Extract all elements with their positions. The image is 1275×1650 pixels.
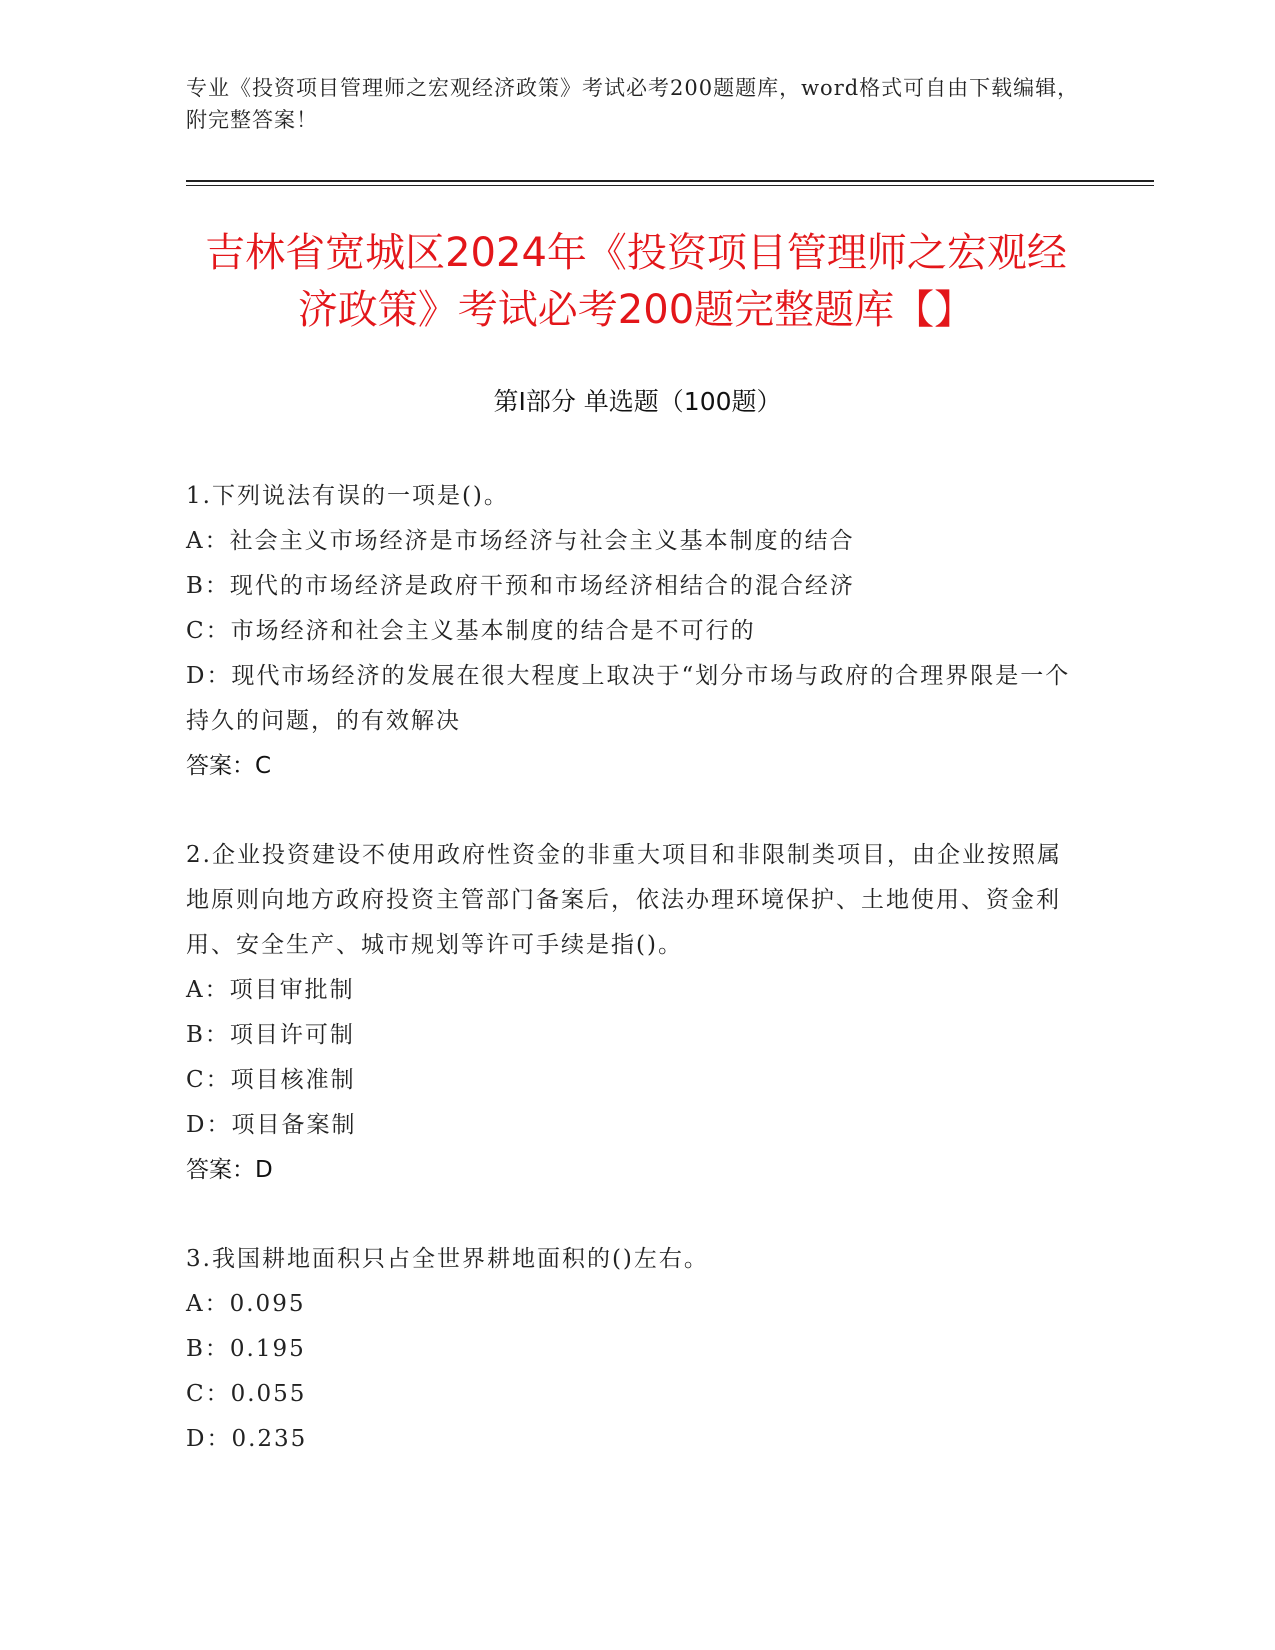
option-d: D：项目备案制 <box>186 1112 357 1138</box>
option-b: B：0.195 <box>186 1336 306 1362</box>
option-d: D：现代市场经济的发展在很大程度上取决于“划分市场与政府的合理界限是一个持久的问题，的有效解决 <box>186 663 1071 734</box>
question-stem: 3.我国耕地面积只占全世界耕地面积的()左右。 <box>186 1246 709 1272</box>
answer: 答案：D <box>186 1157 273 1183</box>
header-divider-thick <box>186 180 1154 182</box>
question-3 <box>186 1237 1086 1462</box>
answer: 答案：C <box>186 753 272 779</box>
option-c: C：项目核准制 <box>186 1067 356 1093</box>
question-2 <box>186 833 1086 1193</box>
option-a: A：社会主义市场经济是市场经济与社会主义基本制度的结合 <box>186 528 855 554</box>
question-stem: 2.企业投资建设不使用政府性资金的非重大项目和非限制类项目，由企业按照属地原则向地方政府投资主管部门备案后，依法办理环境保护、土地使用、资金利用、安全生产、城市规划等许可手续是指()。 <box>186 842 1062 958</box>
option-d: D：0.235 <box>186 1426 308 1452</box>
question-1 <box>186 474 1086 789</box>
section-title: 第I部分 单选题（100题） <box>493 387 782 416</box>
question-stem: 1.下列说法有误的一项是()。 <box>186 483 509 509</box>
header-note: 专业《投资项目管理师之宏观经济政策》考试必考200题题库，word格式可自由下载编辑，附完整答案！ <box>186 76 1080 132</box>
option-a: A：0.095 <box>186 1291 306 1317</box>
option-a: A：项目审批制 <box>186 977 355 1003</box>
question-list <box>186 474 1086 1506</box>
option-c: C：市场经济和社会主义基本制度的结合是不可行的 <box>186 618 756 644</box>
option-b: B：现代的市场经济是政府干预和市场经济相结合的混合经济 <box>186 573 855 599</box>
header-divider-thin <box>186 185 1154 186</box>
option-b: B：项目许可制 <box>186 1022 355 1048</box>
option-c: C：0.055 <box>186 1381 307 1407</box>
document-title: 吉林省宽城区2024年《投资项目管理师之宏观经济政策》考试必考200题完整题库【】 <box>205 230 1067 333</box>
